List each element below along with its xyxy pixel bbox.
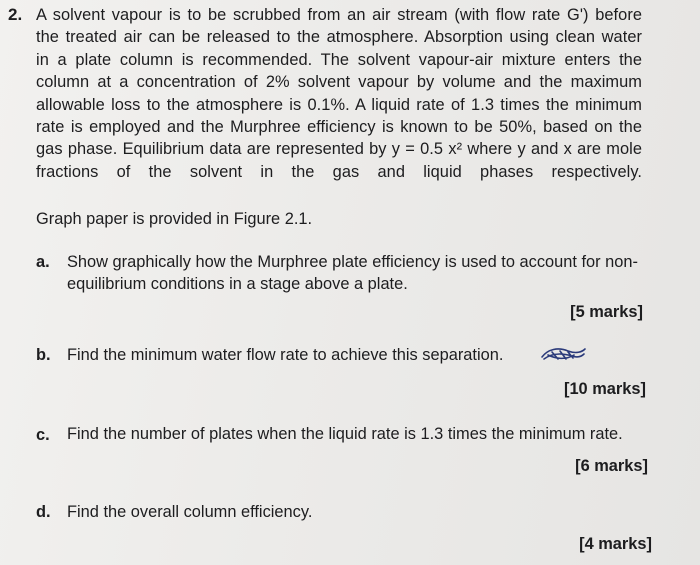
part-a-line: Show graphically how the Murphree plate efficiency is used to account for non-: [67, 253, 638, 271]
part-c-letter: c.: [36, 426, 50, 444]
question-line: A solvent vapour is to be scrubbed from an air stream (with flow rate G') before: [36, 6, 642, 24]
graph-note: Graph paper is provided in Figure 2.1.: [36, 210, 313, 228]
question-line: in a plate column is recommended. The solvent vapour-air mixture enters the: [36, 50, 642, 69]
question-line: gas phase. Equilibrium data are represented by y = 0.5 x² where y and x are mole: [36, 140, 642, 159]
question-line: rate is employed and the Murphree efficiency is known to be 50%, based on the: [36, 118, 642, 137]
question-line: fractions of the solvent in the gas and liquid phases respectively.: [36, 162, 642, 181]
part-b-marks: [10 marks]: [563, 380, 646, 398]
part-d-marks: [4 marks]: [579, 535, 652, 553]
part-a-text: [67, 251, 657, 296]
part-c-text: [67, 423, 667, 445]
part-a-line: equilibrium conditions in a stage above a plate.: [67, 275, 408, 294]
part-d-letter: d.: [36, 503, 51, 521]
part-a-letter: a.: [36, 253, 50, 271]
part-b-letter: b.: [36, 346, 51, 364]
question-line: column at a concentration of 2% solvent vapour by volume and the maximum: [36, 73, 642, 92]
question-text: [36, 4, 642, 183]
part-a-marks: [5 marks]: [570, 303, 643, 321]
part-b-line: Find the minimum water flow rate to achieve this separation.: [67, 346, 504, 364]
question-line: allowable loss to the atmosphere is 0.1%. A liquid rate of 1.3 times the minimum: [36, 95, 642, 114]
question-number: 2.: [8, 5, 23, 24]
part-c-marks: [6 marks]: [575, 457, 648, 475]
pen-scribble-icon: [538, 343, 588, 365]
part-d-line: Find the overall column efficiency.: [67, 503, 313, 521]
part-c-line: Find the number of plates when the liquid rate is 1.3 times the minimum rate.: [67, 425, 623, 443]
question-line: the treated air can be released to the atmosphere. Absorption using clean water: [36, 28, 642, 47]
part-b-text: [67, 344, 547, 366]
part-d-text: [67, 501, 467, 523]
